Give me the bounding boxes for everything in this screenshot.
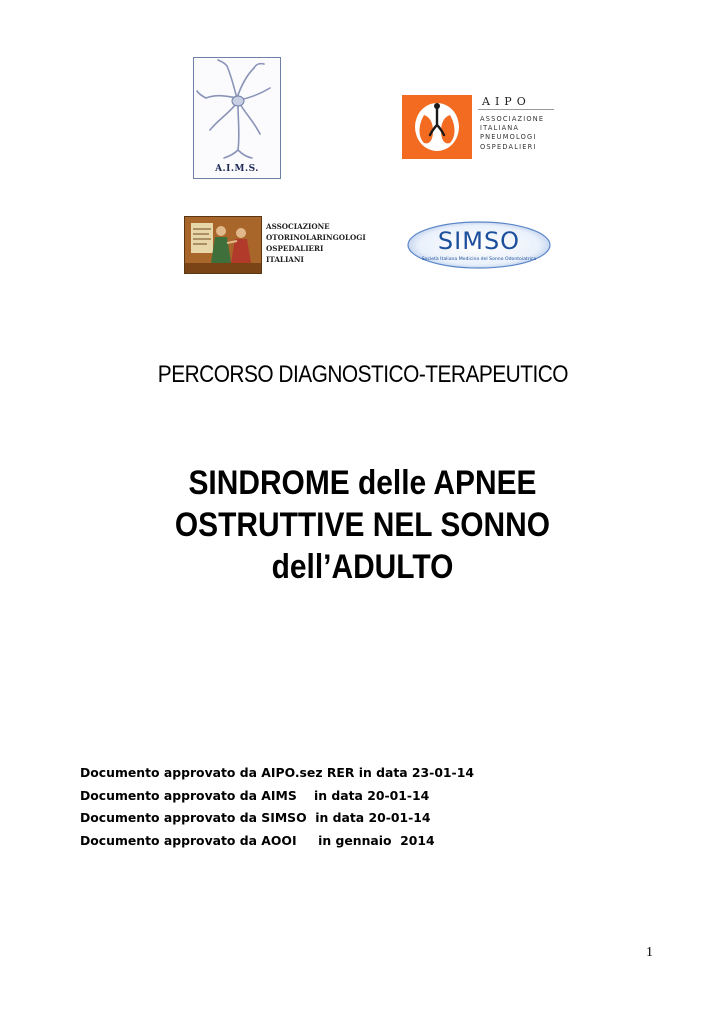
title-line: dell’ADULTO bbox=[271, 548, 454, 586]
aims-logo bbox=[193, 57, 281, 179]
neuron-icon bbox=[194, 58, 280, 178]
physicians-illustration-icon bbox=[185, 217, 261, 273]
title-line: OSTRUTTIVE NEL SONNO bbox=[174, 506, 551, 544]
approval-line: Documento approvato da AIPO.sez RER in data 23-01-14 bbox=[80, 765, 474, 780]
aipo-line: PNEUMOLOGI bbox=[480, 133, 537, 142]
aims-caption: A.I.M.S. bbox=[215, 164, 259, 174]
approval-list bbox=[80, 762, 474, 852]
divider bbox=[478, 109, 554, 110]
simso-tagline: Società Italiana Medicina del Sonno Odontoiatrica bbox=[421, 257, 537, 262]
simso-wordmark: SIMSO bbox=[437, 227, 521, 255]
page-number: 1 bbox=[646, 945, 653, 960]
aipo-logo bbox=[402, 95, 554, 159]
title-line: SINDROME delle APNEE bbox=[188, 464, 537, 502]
aooi-illustration bbox=[184, 216, 262, 274]
document-title bbox=[44, 462, 681, 588]
approval-line: Documento approvato da AOOI in gennaio 2014 bbox=[80, 832, 435, 848]
aooi-logo bbox=[184, 216, 366, 274]
approval-line: Documento approvato da SIMSO in data 20-01-14 bbox=[80, 810, 431, 826]
simso-logo bbox=[406, 220, 552, 270]
aooi-line: ASSOCIAZIONE bbox=[266, 222, 330, 231]
aooi-line: ITALIANI bbox=[266, 255, 304, 264]
approval-line: Documento approvato da AIMS in data 20-01-14 bbox=[80, 787, 430, 803]
lungs-icon bbox=[402, 95, 472, 159]
aooi-line: OSPEDALIERI bbox=[266, 244, 324, 253]
aipo-line: OSPEDALIERI bbox=[480, 142, 537, 151]
aipo-line: ASSOCIAZIONE bbox=[480, 115, 545, 123]
aipo-wordmark: AIPO bbox=[482, 95, 531, 108]
aipo-text bbox=[480, 115, 544, 152]
document-subtitle: PERCORSO DIAGNOSTICO-TERAPEUTICO bbox=[157, 361, 569, 388]
aipo-mark bbox=[402, 95, 472, 159]
aooi-line: OTORINOLARINGOLOGI bbox=[266, 233, 366, 242]
aipo-line: ITALIANA bbox=[480, 124, 520, 133]
aooi-text bbox=[266, 221, 366, 265]
